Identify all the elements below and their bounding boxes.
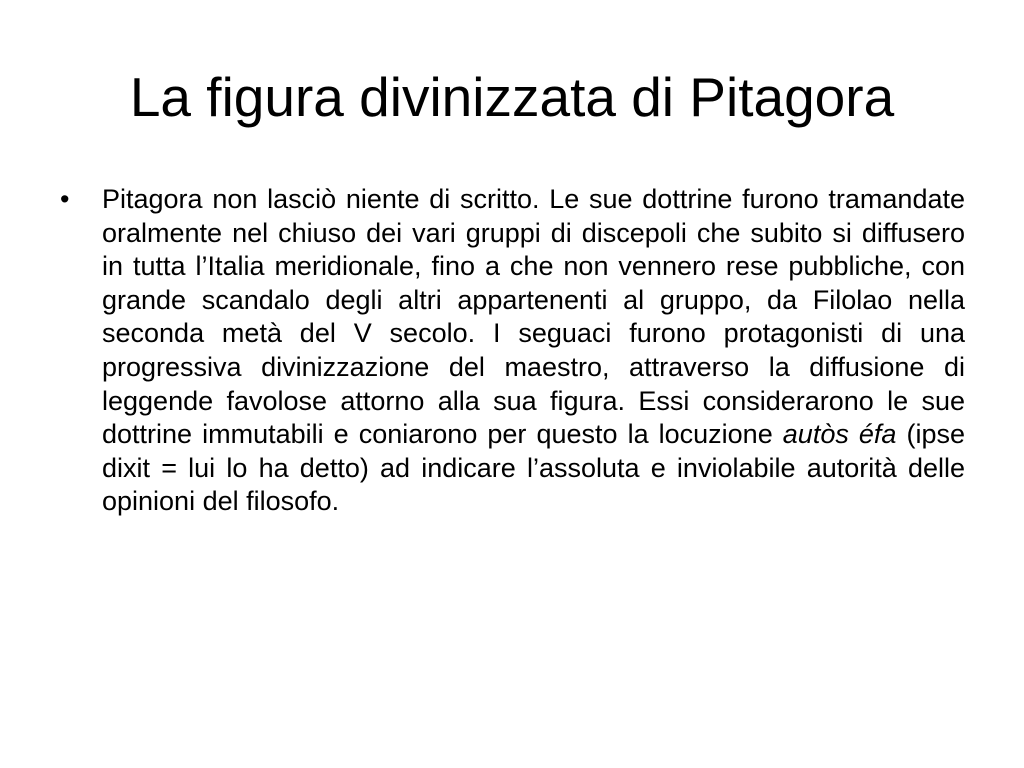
bullet-list [60,183,965,519]
bullet-italic-phrase: autòs éfa [782,419,897,450]
bullet-item [60,183,965,519]
bullet-marker: • [60,184,70,214]
bullet-text-before: Pitagora non lasciò niente di scritto. Le sue dottrine furono tramandate oralmente nel chiuso dei vari gruppi di discepoli che subito si diffusero in tutta l’Italia meridionale, fino a che non vennero rese pubbliche, con grande scandalo degli altri appartenenti al gruppo, da Filolao nella seconda metà del V secolo. I seguaci furono protagonisti di una progressiva divinizzazione del maestro, attraverso la diffusione di leggende favolose attorno alla sua figura. Essi considerarono le sue dottrine immutabili e coniarono per questo la locuzione [102,184,965,450]
bullet-text-after: (ipse dixit = lui lo ha detto) ad indicare l’assoluta e inviolabile autorità delle opinioni del filosofo. [102,419,965,517]
slide-title: La figura divinizzata di Pitagora [129,66,895,128]
